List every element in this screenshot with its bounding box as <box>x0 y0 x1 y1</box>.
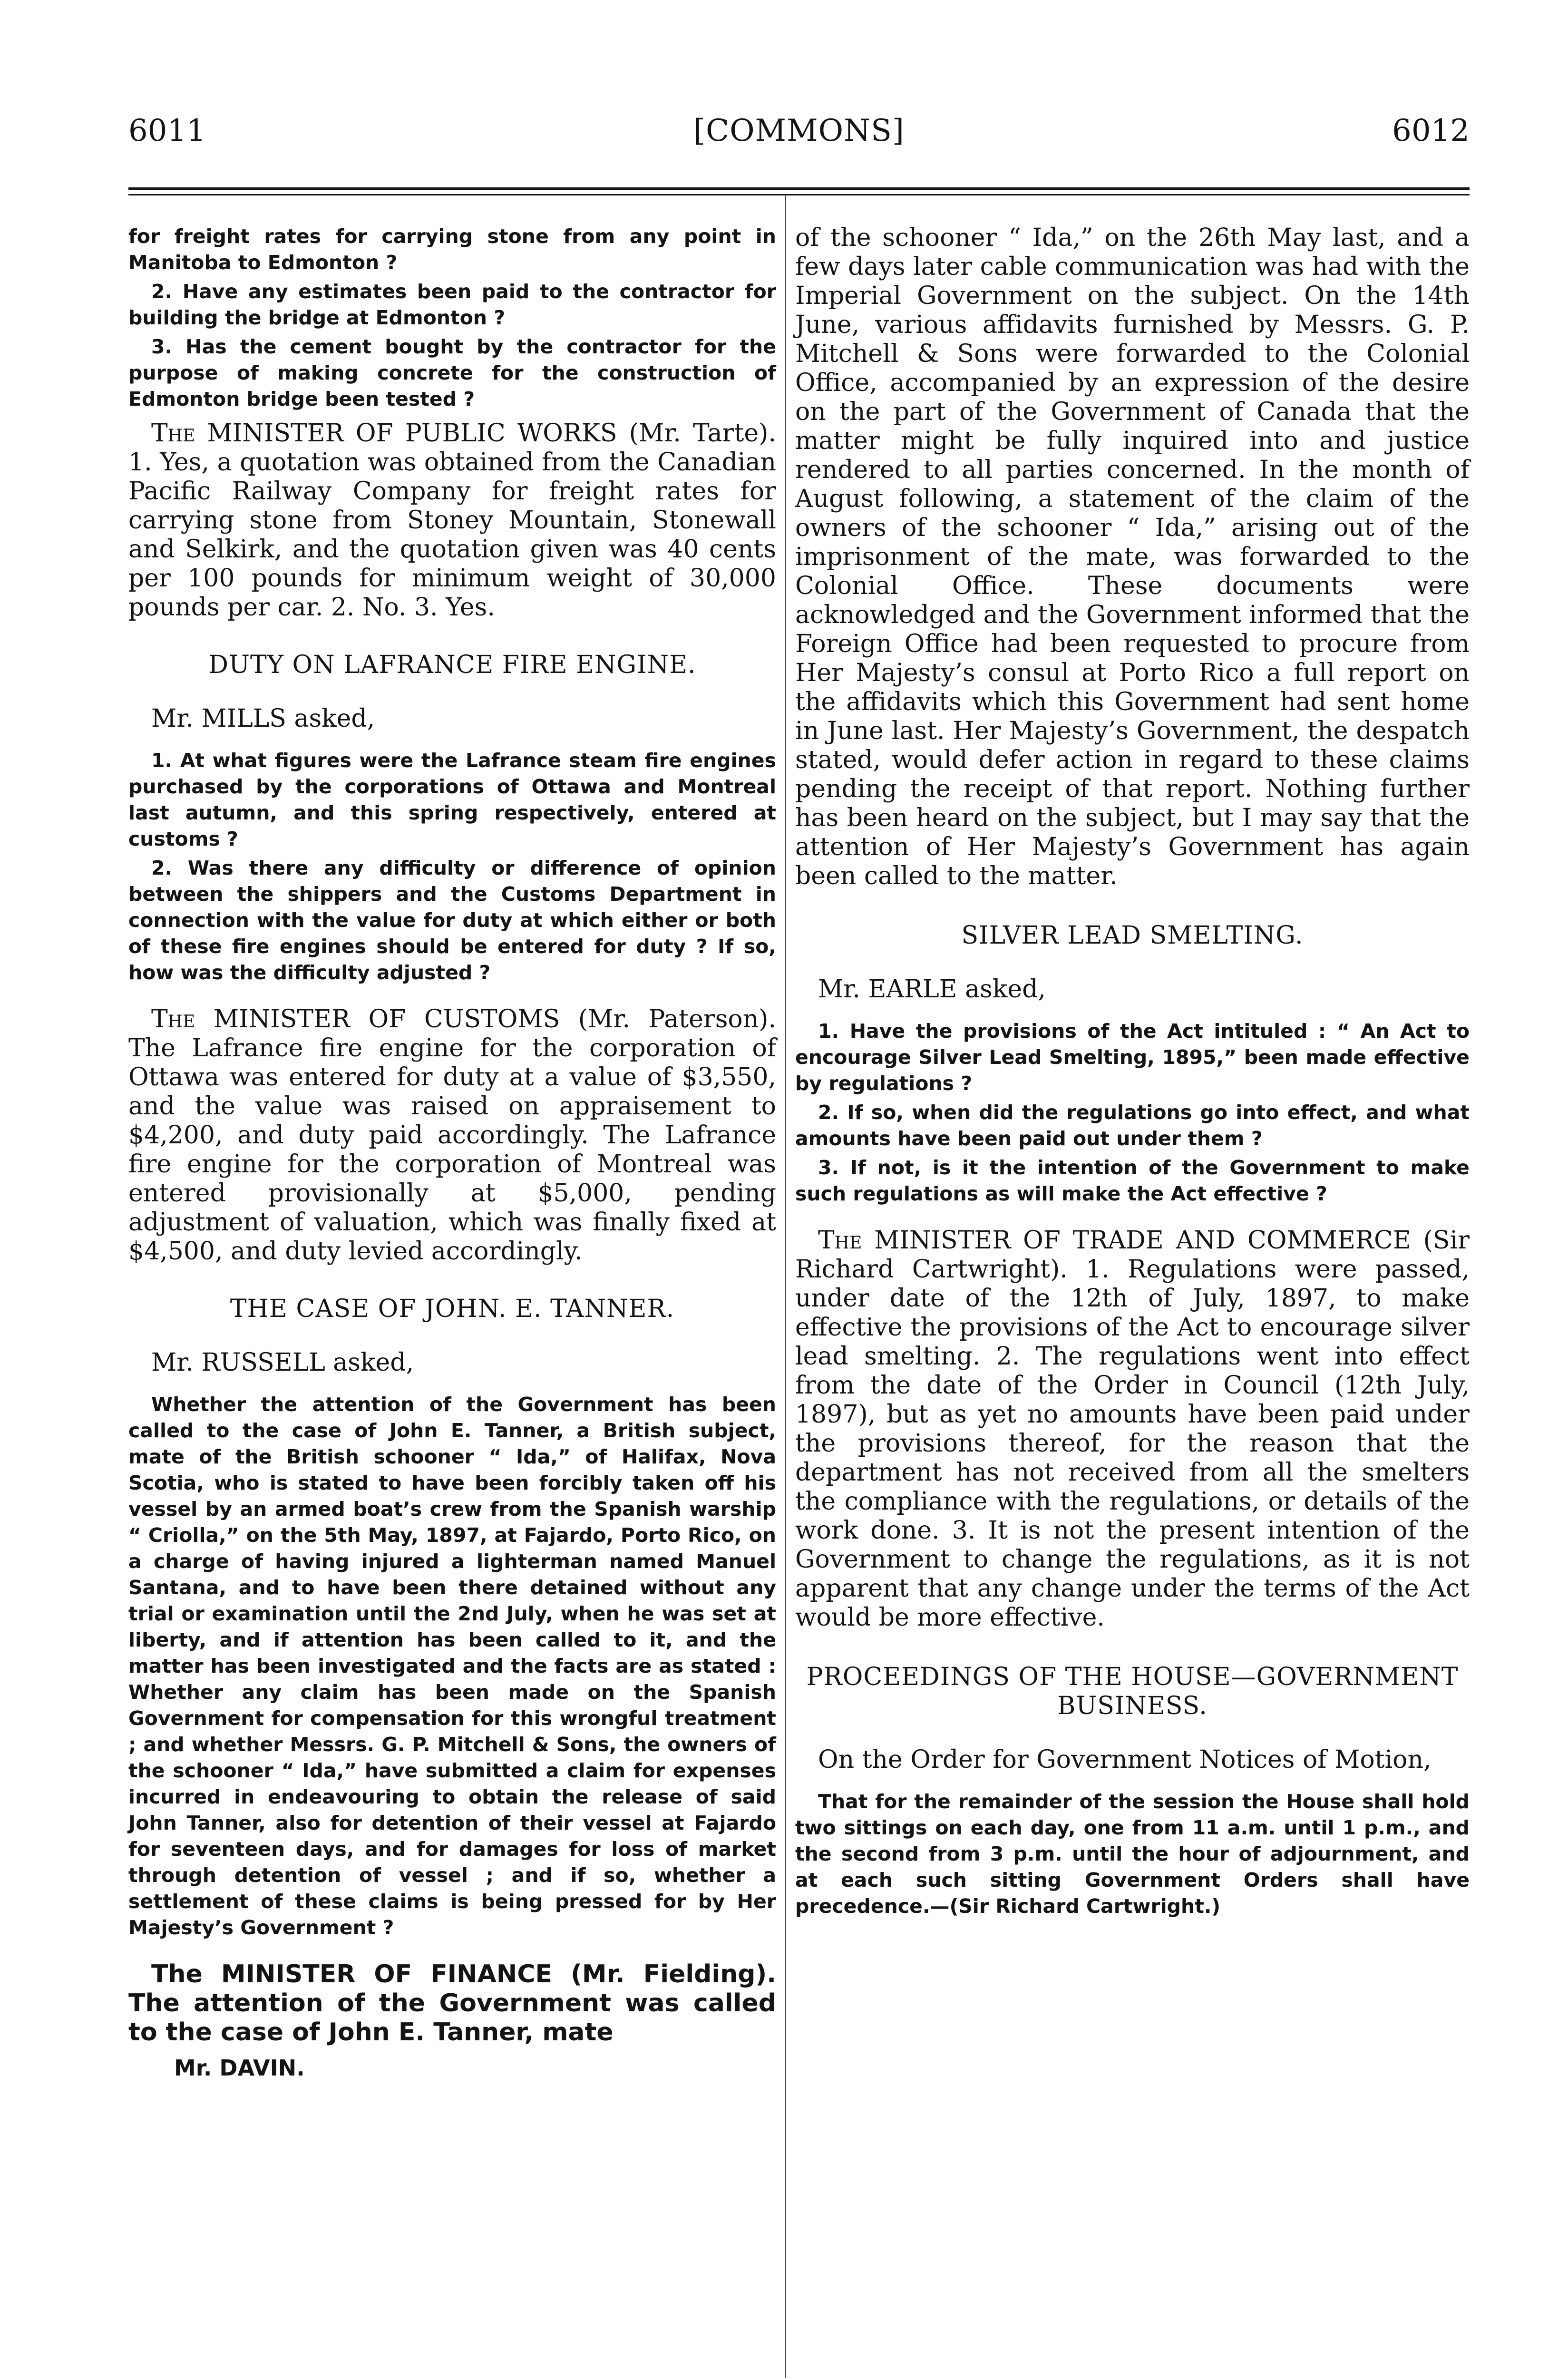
customs-answer <box>128 1005 776 1266</box>
header-rule-thick <box>128 187 1470 190</box>
speaker-public-works: The MINISTER OF PUBLIC WORKS <box>151 419 617 448</box>
question-3: 3. Has the cement bought by the contractor for the purpose of making concrete for the construction of Edmonton bridge been tested ? <box>128 335 776 410</box>
heading-proceedings: PROCEEDINGS OF THE HOUSE—GOVERNMENT BUSINESS. <box>806 1663 1459 1720</box>
speaker-trade-commerce: The MINISTER OF TRADE AND COMMERCE <box>818 1226 1411 1255</box>
running-title: [COMMONS] <box>693 113 905 148</box>
question-2: 2. Have any estimates been paid to the contractor for building the bridge at Edmonton ? <box>128 280 776 329</box>
public-works-answer <box>128 419 776 622</box>
answer-text: (Mr. Tarte). 1. Yes, a quotation was obtained from the Canadian Pacific Railway Company for freight rates for carrying stone from Stoney Mountain, Stonewall and Selkirk, and the quotation given was 40 cents per 100 pounds for minimum weight of 30,000 pounds per car. 2. No. 3. Yes. <box>128 419 777 622</box>
next-speaker: Mr. DAVIN. <box>174 2055 305 2081</box>
right-column <box>795 224 1470 1920</box>
lafrance-question-2: 2. Was there any difficulty or difference of opinion between the shippers and the Customs Department in connection with the value for duty at which either or both of these fire engines should be entered for duty ? If so, how was the difficulty adjusted ? <box>128 857 776 984</box>
heading-silver-lead: SILVER LEAD SMELTING. <box>961 921 1304 950</box>
column-divider <box>785 195 786 2378</box>
heading-tanner: THE CASE OF JOHN. E. TANNER. <box>230 1295 675 1323</box>
page-number-right: 6012 <box>1392 113 1470 148</box>
header-rule-thin <box>128 194 1470 195</box>
answer-text: (Mr. Paterson). The Lafrance fire engine for the corporation of Ottawa was entered for duty at a value of $3,550, and the value was raised on appraisement to $4,200, and duty paid accordingly. The Lafrance fire engine for the corporation of Montreal was entered provisionally at $5,000, pending adjustment of valuation, which was finally fixed at $4,500, and duty levied accordingly. <box>128 1005 776 1266</box>
left-column <box>128 224 776 2083</box>
motion-text: That for the remainder of the session the House shall hold two sittings on each day, one from 11 a.m. until 1 p.m., and the second from 3 p.m. until the hour of adjournment, and at each such sitting Government Orders shall have precedence.—(Sir Richard Cartwright.) <box>795 1790 1470 1918</box>
silver-question-2: 2. If so, when did the regulations go into effect, and what amounts have been paid out under them ? <box>795 1101 1470 1150</box>
order-intro: On the Order for Government Notices of Motion, <box>818 1745 1432 1774</box>
russell-asked: Mr. RUSSELL asked, <box>151 1348 414 1377</box>
trade-commerce-answer <box>795 1226 1470 1632</box>
question-continuation: for freight rates for carrying stone from any point in Manitoba to Edmonton ? <box>128 225 776 274</box>
silver-question-1: 1. Have the provisions of the Act intituled : “ An Act to encourage Silver Lead Smelting, 1895,” been made effective by regulations ? <box>795 1020 1470 1095</box>
mills-asked: Mr. MILLS asked, <box>151 704 375 733</box>
answer-text: (Sir Richard Cartwright). 1. Regulations were passed, under date of the 12th of July, 1897, to make effective the provisions of the Act to encourage silver lead smelting. 2. The regulations went into effect from the date of the Order in Council (12th July, 1897), but as yet no amounts have been paid under the provisions thereof, for the reason that the department has not received from all the smelters the compliance with the regulations, or details of the work done. 3. It is not the present intention of the Government to change the regulations, as it is not apparent that any change under the terms of the Act would be more effective. <box>795 1226 1470 1632</box>
earle-asked: Mr. EARLE asked, <box>818 975 1046 1004</box>
silver-question-3: 3. If not, is it the intention of the Government to make such regulations as will make the Act effective ? <box>795 1156 1470 1205</box>
finance-answer-continued: of the schooner “ Ida,” on the 26th May last, and a few days later cable communication was had with the Imperial Government on the subject. On the 14th June, various affidavits furnished by Messrs. G. P. Mitchell & Sons were forwarded to the Colonial Office, accompanied by an expression of the desire on the part of the Government of Canada that the matter might be fully inquired into and justice rendered to all parties concerned. In the month of August following, a statement of the claim of the owners of the schooner “ Ida,” arising out of the imprisonment of the mate, was forwarded to the Colonial Office. These documents were acknowledged and the Government informed that the Foreign Office had been requested to procure from Her Majesty’s consul at Porto Rico a full report on the affidavits which this Government had sent home in June last. Her Majesty’s Government, the despatch stated, would defer action in regard to these claims pending the receipt of that report. Nothing further has been heard on the subject, but I may say that the attention of Her Majesty’s Government has again been called to the matter. <box>795 224 1470 890</box>
finance-answer: The MINISTER OF FINANCE (Mr. Fielding). The attention of the Government was called to the case of John E. Tanner, mate <box>128 1960 776 2047</box>
page-header <box>128 113 1470 156</box>
heading-lafrance: DUTY ON LAFRANCE FIRE ENGINE. <box>208 651 696 679</box>
tanner-question: Whether the attention of the Government has been called to the case of John E. Tanner, a British subject, mate of the British schooner “ Ida,” of Halifax, Nova Scotia, who is stated to have been forcibly taken off his vessel by an armed boat’s crew from the Spanish warship “ Criolla,” on the 5th May, 1897, at Fajardo, Porto Rico, on a charge of having injured a lighterman named Manuel Santana, and to have been there detained without any trial or examination until the 2nd July, when he was set at liberty, and if attention has been called to it, and the matter has been investigated and the facts are as stated : Whether any claim has been made on the Spanish Government for compensation for this wrongful treatment ; and whether Messrs. G. P. Mitchell & Sons, the owners of the schooner “ Ida,” have submitted a claim for expenses incurred in endeavouring to obtain the release of said John Tanner, also for detention of their vessel at Fajardo for seventeen days, and for damages for loss of market through detention of vessel ; and if so, whether a settlement of these claims is being pressed for by Her Majesty’s Government ? <box>128 1393 776 1939</box>
speaker-customs: The MINISTER OF CUSTOMS <box>151 1005 560 1033</box>
lafrance-question-1: 1. At what figures were the Lafrance steam fire engines purchased by the corporations of Ottawa and Montreal last autumn, and this spring respectively, entered at customs ? <box>128 749 776 850</box>
page-number-left: 6011 <box>128 113 206 148</box>
